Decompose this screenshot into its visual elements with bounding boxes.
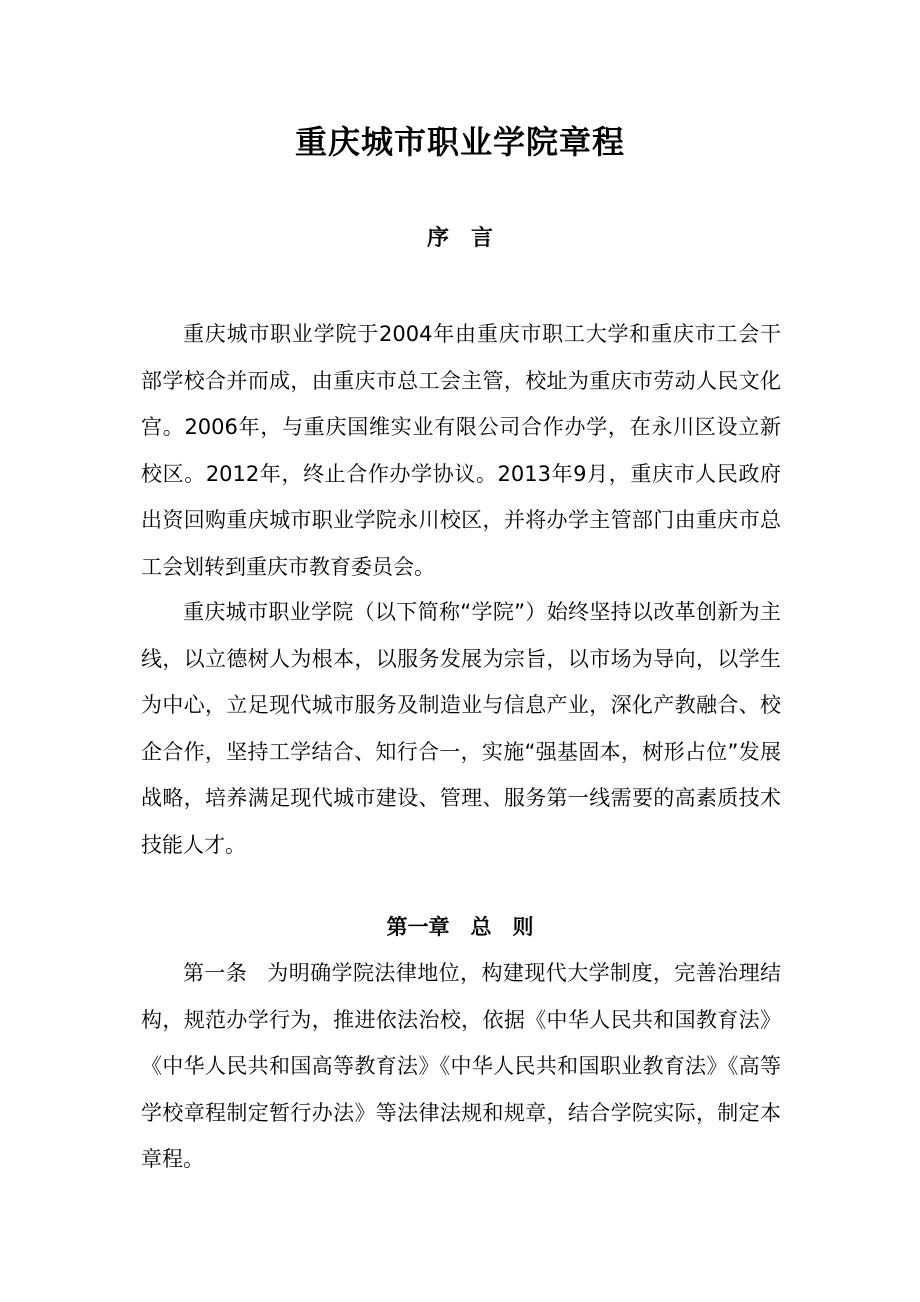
chapter-1-heading: 第一章 总 则: [386, 915, 534, 939]
preface-heading: 序 言: [426, 226, 493, 251]
document-title: 重庆城市职业学院章程: [294, 123, 625, 161]
article-1-label: 第一条: [183, 961, 248, 985]
article-1-text: 为明确学院法律地位，构建现代大学制度，完善治理结构，规范办学行为，推进依法治校，依据《中华人民共和国教育法》《中华人民共和国高等教育法》《中华人民共和国职业教育法》《高等学校章程制定暂行办法》等法律法规和规章，结合学院实际，制定本章程。: [141, 961, 782, 1171]
article-1-paragraph: [141, 950, 781, 1183]
preface-paragraph-1: 重庆城市职业学院于2004年由重庆市职工大学和重庆市工会干部学校合并而成，由重庆市总工会主管，校址为重庆市劳动人民文化宫。2006年，与重庆国维实业有限公司合作办学，在永川区设立新校区。2012年，终止合作办学协议。2013年9月，重庆市人民政府出资回购重庆城市职业学院永川校区，并将办学主管部门由重庆市总工会划转到重庆市教育委员会。: [141, 322, 781, 579]
preface-paragraph-2: 重庆城市职业学院（以下简称“学院”）始终坚持以改革创新为主线，以立德树人为根本，以服务发展为宗旨，以市场为导向，以学生为中心，立足现代城市服务及制造业与信息产业，深化产教融合、校企合作，坚持工学结合、知行合一，实施“强基固本，树形占位”发展战略，培养满足现代城市建设、管理、服务第一线需要的高素质技术技能人才。: [141, 600, 781, 857]
